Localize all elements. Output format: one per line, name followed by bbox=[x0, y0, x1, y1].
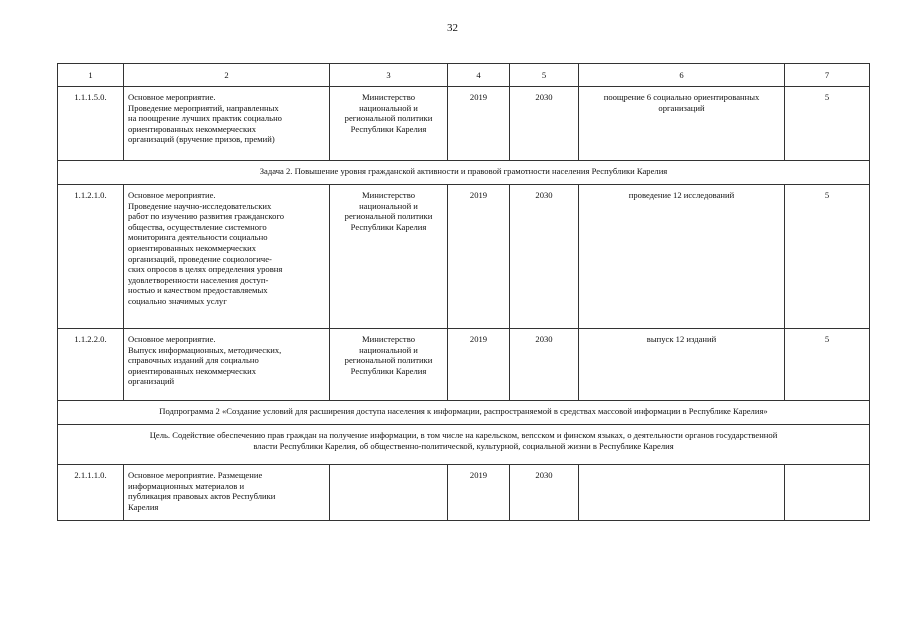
activity-description bbox=[124, 185, 330, 329]
section-heading-line: Задача 2. Повышение уровня гражданской активности и правовой грамотности населения Республики Карелия bbox=[259, 166, 668, 176]
section-row bbox=[58, 161, 870, 185]
start-year: 2019 bbox=[448, 465, 510, 521]
start-year: 2019 bbox=[448, 329, 510, 401]
activity-description-line: Проведение мероприятий, направленных bbox=[128, 102, 279, 113]
activity-description-line: ориентированных некоммерческих bbox=[128, 365, 257, 376]
column-number: 5 bbox=[510, 64, 579, 87]
activity-description-line: ориентированных некоммерческих bbox=[128, 242, 257, 253]
activity-description bbox=[124, 465, 330, 521]
section-heading bbox=[58, 401, 870, 425]
activity-description-line: Основное мероприятие. bbox=[128, 92, 216, 102]
start-year: 2019 bbox=[448, 185, 510, 329]
responsible-executor bbox=[330, 87, 448, 161]
activity-code: 1.1.2.2.0. bbox=[58, 329, 124, 401]
activity-row bbox=[58, 185, 870, 329]
section-row bbox=[58, 401, 870, 425]
activity-description-line: Основное мероприятие. bbox=[128, 334, 216, 344]
activity-description-line: Основное мероприятие. bbox=[128, 190, 216, 200]
activity-description-line: социально значимых услуг bbox=[128, 295, 227, 306]
activity-row bbox=[58, 465, 870, 521]
expected-result bbox=[579, 87, 785, 161]
activity-description-line: справочных изданий для социально bbox=[128, 355, 259, 366]
responsible-executor-line: Министерство bbox=[362, 334, 415, 344]
expected-result-line: организаций bbox=[658, 102, 705, 113]
activity-description-line: общества, осуществление системного bbox=[128, 221, 267, 232]
activity-code: 2.1.1.1.0. bbox=[58, 465, 124, 521]
activity-description-line: информационных материалов и bbox=[128, 480, 245, 491]
section-heading-line: Подпрограмма 2 «Создание условий для расширения доступа населения к информации, распространяемой в средствах массовой информации в Республике Карелия» bbox=[159, 406, 768, 416]
expected-result-line: поощрение 6 социально ориентированных bbox=[603, 92, 760, 102]
responsible-executor-line: национальной и bbox=[359, 344, 418, 355]
end-year: 2030 bbox=[510, 185, 579, 329]
program-activities-table bbox=[57, 63, 870, 521]
column-number: 4 bbox=[448, 64, 510, 87]
section-heading bbox=[58, 161, 870, 185]
activity-description-line: организаций, проведение социологиче- bbox=[128, 253, 272, 264]
end-year: 2030 bbox=[510, 87, 579, 161]
responsible-executor-line: Республики Карелия bbox=[350, 365, 427, 376]
related-indicator: 5 bbox=[785, 329, 870, 401]
activity-description-line: Карелия bbox=[128, 501, 159, 512]
activity-description bbox=[124, 329, 330, 401]
activity-description-line: ностью и качеством предоставляемых bbox=[128, 285, 268, 296]
responsible-executor-line: Министерство bbox=[362, 92, 415, 102]
column-number-row bbox=[58, 64, 870, 87]
expected-result-line: выпуск 12 изданий bbox=[646, 334, 717, 344]
activity-description-line: ориентированных некоммерческих bbox=[128, 123, 257, 134]
responsible-executor-line: региональной политики bbox=[344, 211, 433, 222]
responsible-executor-line: Республики Карелия bbox=[350, 123, 427, 134]
activity-description-line: Основное мероприятие. Размещение bbox=[128, 470, 263, 480]
responsible-executor-line: Министерство bbox=[362, 190, 415, 200]
related-indicator bbox=[785, 465, 870, 521]
responsible-executor-line: национальной и bbox=[359, 200, 418, 211]
start-year: 2019 bbox=[448, 87, 510, 161]
responsible-executor bbox=[330, 329, 448, 401]
section-heading-line: Цель. Содействие обеспечению прав граждан на получение информации, в том числе на карельском, вепсском и финском языках, о деятельности органов государственной bbox=[149, 430, 778, 440]
responsible-executor bbox=[330, 185, 448, 329]
activity-description-line: работ по изучению развития гражданского bbox=[128, 211, 285, 222]
column-number: 6 bbox=[579, 64, 785, 87]
expected-result-line: проведение 12 исследований bbox=[628, 190, 735, 200]
related-indicator: 5 bbox=[785, 87, 870, 161]
expected-result bbox=[579, 329, 785, 401]
activity-description-line: публикация правовых актов Республики bbox=[128, 491, 276, 502]
activity-description bbox=[124, 87, 330, 161]
activity-code: 1.1.2.1.0. bbox=[58, 185, 124, 329]
section-heading-line: власти Республики Карелия, об общественно-политической, культурной, социальной жизни в Республике Карелия bbox=[253, 440, 674, 451]
activity-row bbox=[58, 329, 870, 401]
activity-row bbox=[58, 87, 870, 161]
activity-description-line: Проведение научно-исследовательских bbox=[128, 200, 272, 211]
activity-description-line: Выпуск информационных, методических, bbox=[128, 344, 282, 355]
column-number: 2 bbox=[124, 64, 330, 87]
activity-code: 1.1.1.5.0. bbox=[58, 87, 124, 161]
end-year: 2030 bbox=[510, 465, 579, 521]
section-heading bbox=[58, 425, 870, 465]
activity-description-line: организаций bbox=[128, 376, 175, 387]
activity-description-line: организаций (вручение призов, премий) bbox=[128, 134, 275, 145]
related-indicator: 5 bbox=[785, 185, 870, 329]
end-year: 2030 bbox=[510, 329, 579, 401]
column-number: 7 bbox=[785, 64, 870, 87]
expected-result bbox=[579, 185, 785, 329]
section-row bbox=[58, 425, 870, 465]
page-number: 32 bbox=[447, 22, 458, 34]
responsible-executor bbox=[330, 465, 448, 521]
activity-description-line: удовлетворенности населения доступ- bbox=[128, 274, 269, 285]
expected-result bbox=[579, 465, 785, 521]
activity-description-line: ских опросов в целях определения уровня bbox=[128, 264, 283, 275]
responsible-executor-line: региональной политики bbox=[344, 113, 433, 124]
column-number: 1 bbox=[58, 64, 124, 87]
responsible-executor-line: Республики Карелия bbox=[350, 221, 427, 232]
responsible-executor-line: региональной политики bbox=[344, 355, 433, 366]
activity-description-line: на поощрение лучших практик социально bbox=[128, 113, 282, 124]
column-number: 3 bbox=[330, 64, 448, 87]
responsible-executor-line: национальной и bbox=[359, 102, 418, 113]
activity-description-line: мониторинга деятельности социально bbox=[128, 232, 268, 243]
